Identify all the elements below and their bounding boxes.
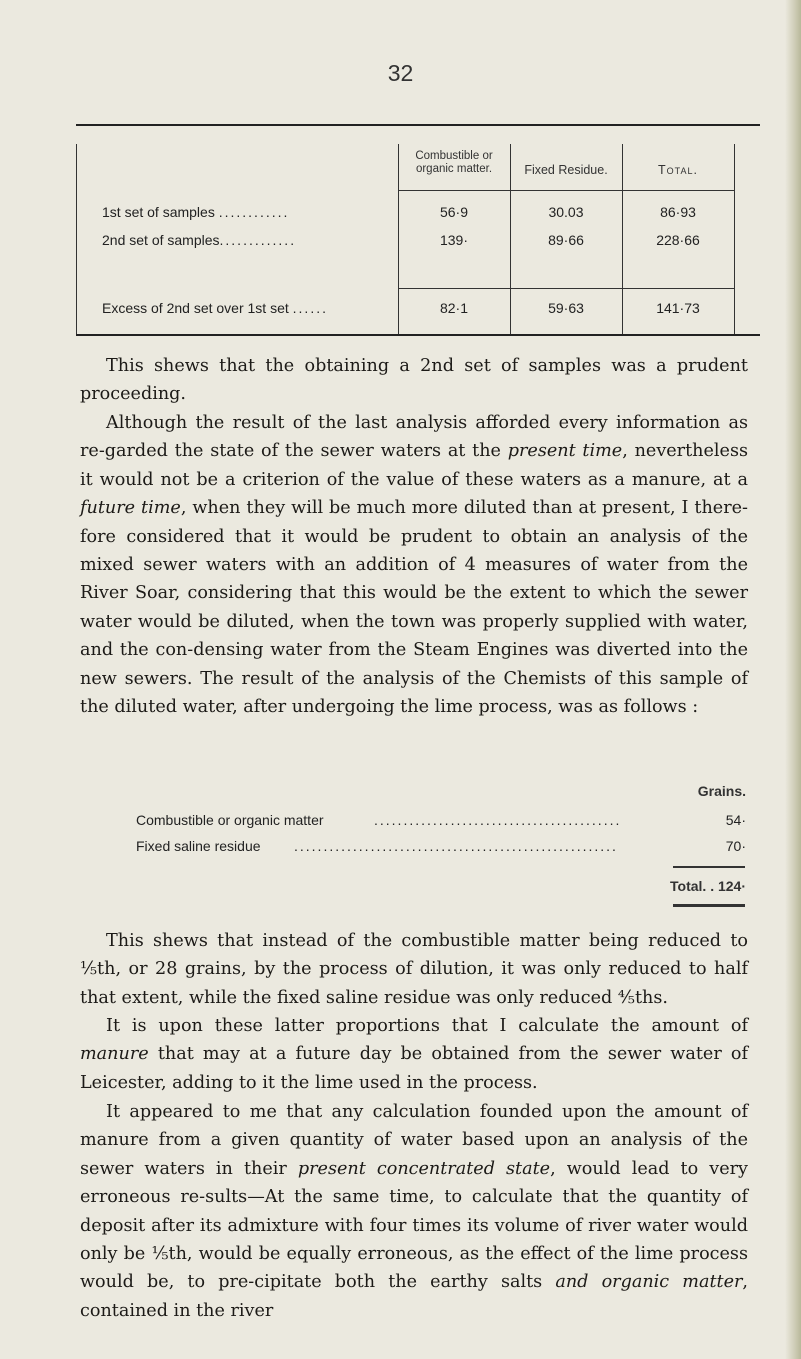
paragraph-3 <box>80 927 748 1012</box>
page-edge-shadow <box>785 0 801 1359</box>
table-vline <box>734 144 735 336</box>
cell-combustible: 82·1 <box>439 300 469 316</box>
paragraph-4-emphasis: manure <box>80 1044 149 1065</box>
grains-row-value: 54· <box>725 812 746 828</box>
table-row-label: 1st set of samples ............ <box>102 204 290 220</box>
grains-row-value: 70· <box>725 838 746 854</box>
paragraph-5 <box>80 1098 748 1325</box>
paragraph-5-emphasis-1: present concentrated state <box>297 1158 551 1179</box>
sum-rule <box>673 866 745 868</box>
paragraph-1-text: This shews that the obtaining a 2nd set of samples was a prudent proceeding. <box>80 356 748 405</box>
cell-total: 86·93 <box>660 204 696 220</box>
paragraph-2-text-a: Although the result of the last analysis afforded every information as re-garded the state of the sewer waters at the <box>80 413 748 462</box>
cell-fixed: 89·66 <box>548 232 584 248</box>
table-header-rule <box>398 190 734 191</box>
table-row-label: Excess of 2nd set over 1st set ...... <box>102 300 328 316</box>
cell-fixed: 59·63 <box>548 300 584 316</box>
header-fixed-residue: Fixed Residue. <box>524 163 608 177</box>
grains-total: Total. . 124· <box>670 878 746 894</box>
grains-header: Grains. <box>697 783 746 799</box>
paragraph-4-text-b: that may at a future day be obtained from the sewer water of Leicester, adding to it the lime used in the process. <box>80 1044 748 1093</box>
paragraph-3-text: This shews that instead of the combustible matter being reduced to ⅕th, or 28 grains, by the process of dilution, it was only reduced to half that extent, while the fixed saline residue was only reduced ⅘ths. <box>80 931 748 1008</box>
cell-combustible: 56·9 <box>439 204 469 220</box>
paragraph-2-text-c: , when they will be much more diluted than at present, I there-fore considered that it would be prudent to obtain an analysis of the mixed sewer waters with an addition of 4 measures of water from the River Soar, considering that this would be the extent to which the sewer water would be diluted, when the town was properly supplied with water, and the con-densing water from the Steam Engines was diverted into the new sewers. The result of the analysis of the Chemists of this sample of the diluted water, after undergoing the lime process, was as follows : <box>80 498 748 718</box>
table-subtotal-rule <box>398 288 734 289</box>
total-double-rule <box>673 904 745 907</box>
paragraph-2-emphasis-2: future time <box>80 498 181 519</box>
header-combustible <box>398 150 510 176</box>
paragraph-4-text-a: It is upon these latter proportions that I calculate the amount of <box>106 1016 748 1036</box>
cell-combustible: 139· <box>439 232 469 248</box>
paragraph-5-text-a: It appeared to me that any calculation founded upon the amount of manure from a given quantity of water based upon an analysis of the sewer waters in their <box>80 1102 748 1179</box>
table-vline <box>76 144 77 336</box>
paragraph-2 <box>80 409 748 721</box>
row-label-text: 2nd set of samples <box>102 232 220 248</box>
paragraph-2-emphasis-1: present time <box>507 441 623 462</box>
leader-dots: ....................................................... <box>294 838 618 854</box>
table-bottom-rule <box>76 334 760 336</box>
table-row-label: 2nd set of samples............. <box>102 232 297 248</box>
header-combustible-line1: Combustible or <box>415 150 493 162</box>
page-number: 32 <box>387 60 414 86</box>
cell-fixed: 30.03 <box>548 204 584 220</box>
paragraph-5-text-c: , contained in the river <box>80 1272 749 1321</box>
grains-row-label: Combustible or organic matter <box>136 812 324 828</box>
header-total: Total. <box>658 163 698 177</box>
paragraph-4 <box>80 1012 748 1097</box>
leader-dots: .......................................... <box>374 812 622 828</box>
grains-row <box>136 838 746 854</box>
row-label-text: 1st set of samples <box>102 204 215 220</box>
grains-row <box>136 812 746 828</box>
grains-row-label: Fixed saline residue <box>136 838 261 854</box>
paragraph-2-text-b: , nevertheless it would not be a criterion of the value of these waters as a manure, at a <box>80 441 749 490</box>
cell-total: 141·73 <box>656 300 700 316</box>
cell-total: 228·66 <box>656 232 700 248</box>
comparison-table <box>76 124 760 336</box>
paragraph-5-emphasis-2: and organic matter <box>555 1272 743 1293</box>
paragraph-5-text-b: , would lead to very erroneous re-sults—At the same time, to calculate that the quantity of deposit after its admixture with four times its volume of river water would only be ⅕th, would be equally erroneous, as the effect of the lime process would be, to pre-cipitate both the earthy salts <box>80 1158 748 1293</box>
header-combustible-line2: organic matter. <box>415 163 493 175</box>
paragraph-1 <box>80 352 748 409</box>
row-label-text: Excess of 2nd set over 1st set <box>102 300 289 316</box>
table-top-rule <box>76 124 760 126</box>
